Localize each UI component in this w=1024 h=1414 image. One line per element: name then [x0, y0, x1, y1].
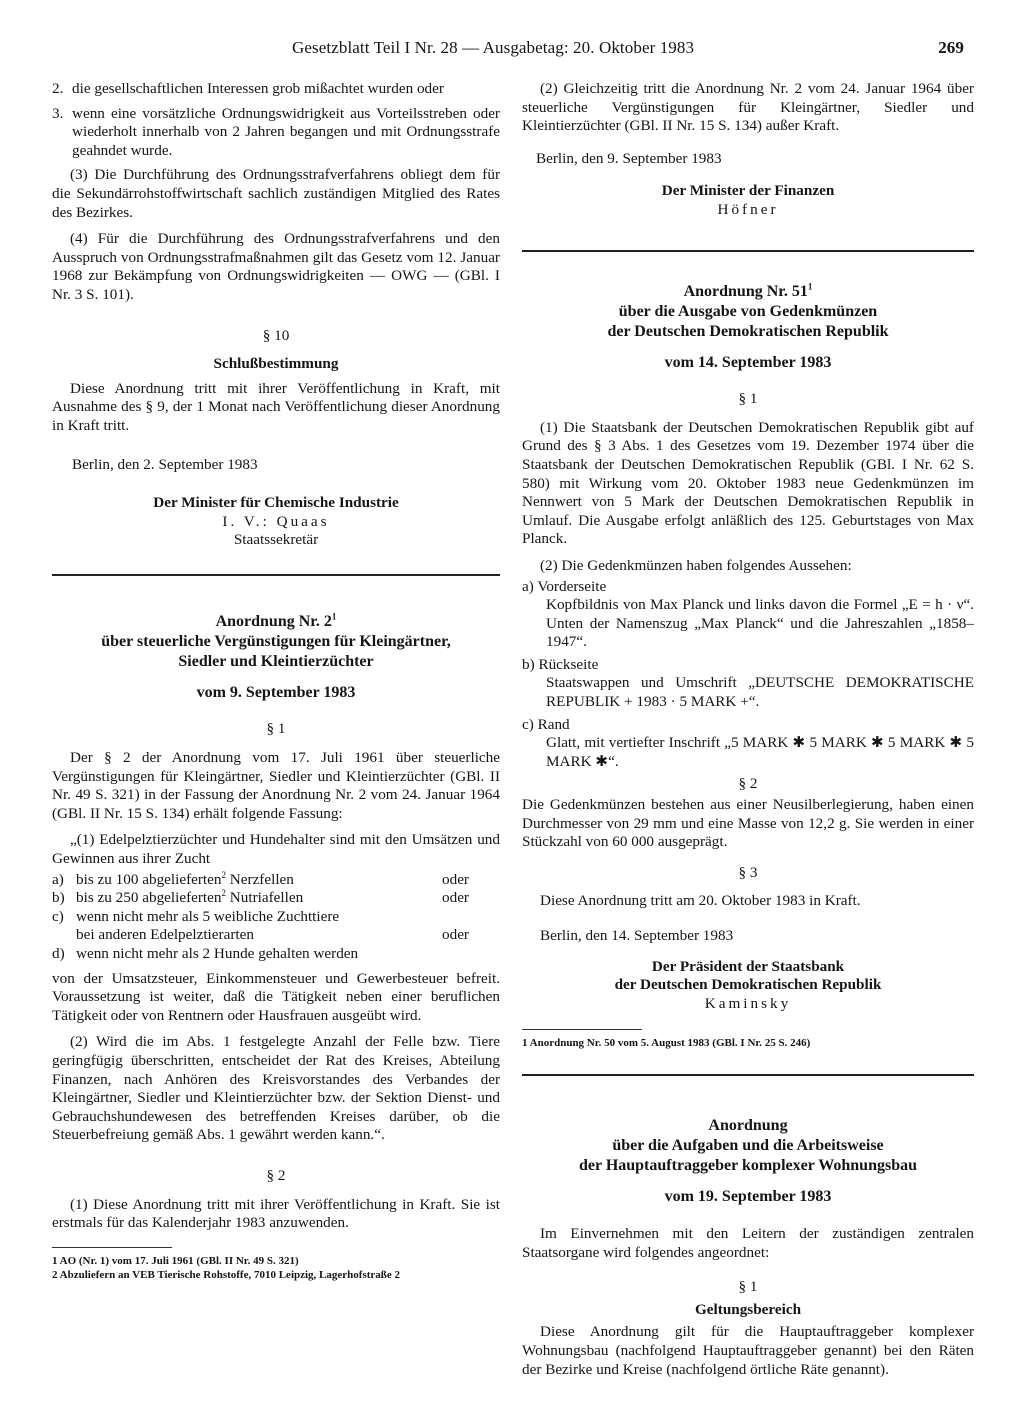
- place-date: Berlin, den 9. September 1983: [536, 149, 722, 167]
- ordinance-title: über die Ausgabe von Gedenkmünzen: [618, 302, 878, 320]
- footnote: 1 Anordnung Nr. 50 vom 5. August 1983 (GBl. I Nr. 25 S. 246): [522, 1037, 811, 1050]
- signatory-role: Der Minister der Finanzen: [661, 182, 835, 200]
- paragraph: (4) Für die Durchführung des Ordnungsstrafverfahrens und den Ausspruch von Ordnungsstrafmaßnahmen gilt das Gesetz vom 12. Januar 1968 zur Bekämpfung von Ordnungswidrigkeiten — OWG — (GBl. I Nr. 3 S. 101).: [52, 230, 500, 303]
- section-number: § 2: [738, 775, 758, 793]
- ordinance-date: vom 19. September 1983: [664, 1188, 832, 1206]
- ordinance-date: vom 9. September 1983: [196, 683, 356, 701]
- paragraph: Diese Anordnung gilt für die Hauptauftraggeber komplexer Wohnungsbau (nachfolgend Hauptauftraggeber genannt) bei den Räten der Bezirke und Kreise (nachfolgend örtliche Räte genannt).: [522, 1323, 974, 1378]
- paragraph: (2) Wird die im Abs. 1 festgelegte Anzahl der Felle bzw. Tiere geringfügig überschritten, entscheidet der Rat des Kreises, Abteilung Finanzen, nach Anhören des Kreisvorstandes des Verbandes der Kleingärtner, Siedler und Kleintierzüchter bzw. der Sektion Dienst- und Gebrauchshundewesen des betreffenden Kreises darüber, ob die Steuerbefreiung gemäß Abs. 1 gewährt werden kann.“.: [52, 1033, 500, 1144]
- list-item: c) wenn nicht mehr als 5 weibliche Zuchttiere bei anderen Edelpelztierarten oder: [52, 907, 469, 944]
- list-text: Glatt, mit vertiefter Inschrift „5 MARK ✱ 5 MARK ✱ 5 MARK ✱ 5 MARK ✱“.: [546, 734, 974, 770]
- list-item: d) wenn nicht mehr als 2 Hunde gehalten werden: [52, 945, 500, 964]
- paragraph: Die Gedenkmünzen bestehen aus einer Neusilberlegierung, haben einen Durchmesser von 29 mm und eine Masse von 12,2 g. Sie werden in einer Stückzahl von 60 000 ausgeprägt.: [522, 796, 974, 851]
- section-number: § 1: [738, 1278, 758, 1296]
- paragraph: „(1) Edelpelztierzüchter und Hundehalter sind mit den Umsätzen und Gewinnen aus ihrer Zucht: [52, 831, 500, 868]
- ordinance-title: der Hauptauftraggeber komplexer Wohnungsbau: [579, 1157, 917, 1175]
- footnote: 2 Abzuliefern an VEB Tierische Rohstoffe, 7010 Leipzig, Lagerhofstraße 2: [52, 1268, 401, 1281]
- paragraph: Diese Anordnung tritt mit ihrer Veröffentlichung in Kraft, mit Ausnahme des § 9, der 1 Monat nach Veröffentlichung dieser Anordnung in Kraft tritt.: [52, 379, 500, 434]
- ordinance-title: Anordnung Nr. $51^1$: [683, 281, 813, 300]
- list-number: 3.: [52, 104, 64, 122]
- signatory-role: der Deutschen Demokratischen Republik: [614, 976, 882, 994]
- gazette-header-title: Gesetzblatt Teil I Nr. 28 — Ausgabetag: 20. Oktober 1983: [292, 38, 695, 57]
- paragraph: (2) Die Gedenkmünzen haben folgendes Aussehen:: [540, 556, 852, 574]
- footnote-divider: [522, 1029, 642, 1030]
- paragraph: Diese Anordnung tritt am 20. Oktober 1983 in Kraft.: [540, 892, 861, 910]
- list-item: [522, 578, 974, 652]
- right-column: [522, 80, 974, 1387]
- section-number: § 3: [738, 863, 758, 881]
- footnote-divider: [52, 1247, 172, 1248]
- paragraph: (3) Die Durchführung des Ordnungsstrafverfahrens obliegt dem für die Sekundärrohstoffwirtschaft sachlich zuständigen Mitglied des Rates des Bezirkes.: [52, 166, 500, 221]
- ordinance-title: Anordnung Nr. $2^1$: [215, 611, 337, 630]
- paragraph: von der Umsatzsteuer, Einkommensteuer und Gewerbesteuer befreit. Voraussetzung ist weiter, daß die Tätigkeit neben einer beruflichen Tätigkeit oder von Rentnern oder Hausfrauen ausgeübt wird.: [52, 969, 500, 1024]
- list-item: [52, 80, 500, 99]
- signatory-role: Der Minister für Chemische Industrie: [153, 494, 399, 512]
- ordinance-title: Anordnung: [708, 1117, 788, 1135]
- section-title: Schlußbestimmung: [213, 355, 339, 373]
- list-text: bis zu 100 abgelieferten$^2$ Nerzfellen: [76, 869, 294, 888]
- section-number: § 1: [738, 390, 758, 408]
- list-text: wenn nicht mehr als 5 weibliche Zuchttiere bei anderen Edelpelztierarten: [76, 907, 340, 944]
- paragraph: Der § 2 der Anordnung vom 17. Juli 1961 über steuerliche Vergünstigungen für Kleingärtner, Siedler und Kleintierzüchter (GBl. II Nr. 49 S. 321) in der Fassung der Anordnung Nr. 2 vom 24. Januar 1964 (GBl. II Nr. 15 S. 134) erhält folgende Fassung:: [52, 749, 500, 822]
- page-header: [292, 38, 964, 60]
- page-number: 269: [938, 38, 964, 57]
- section-number: § 10: [262, 326, 290, 344]
- list-text: die gesellschaftlichen Interessen grob mißachtet wurden oder: [72, 80, 444, 97]
- place-date: Berlin, den 2. September 1983: [72, 455, 258, 473]
- left-column: [52, 80, 500, 1282]
- signatory-name: Höfner: [717, 200, 779, 218]
- ordinance-title: der Deutschen Demokratischen Republik: [607, 322, 889, 340]
- ordinance-title: über die Aufgaben und die Arbeitsweise: [612, 1137, 884, 1155]
- list-label: b) Rückseite: [522, 655, 599, 673]
- list-text: Staatswappen und Umschrift „DEUTSCHE DEMOKRATISCHE REPUBLIK + 1983 · 5 MARK +“.: [546, 674, 974, 711]
- list-text: Kopfbildnis von Max Planck und links davon die Formel „E = h · ν“. Unten der Namenszug „Max Planck“ und die Jahreszahlen „1858–1947“.: [546, 596, 974, 651]
- signatory-name: I. V.: Quaas: [222, 512, 330, 530]
- paragraph: (1) Die Staatsbank der Deutschen Demokratischen Republik gibt auf Grund des § 3 Abs. 1 des Gesetzes vom 19. Dezember 1974 über die Staatsbank der Deutschen Demokratischen Republik (GBl. I Nr. 62 S. 580) mit Wirkung vom 20. Oktober 1983 neue Gedenkmünzen im Nennwert von 5 Mark der Deutschen Demokratischen Republik in Umlauf. Die Ausgabe erfolgt anläßlich des 125. Geburtstages von Max Planck.: [522, 418, 974, 548]
- paragraph: (2) Gleichzeitig tritt die Anordnung Nr. 2 vom 24. Januar 1964 über steuerliche Vergünstigungen für Kleingärtner, Siedler und Kleintierzüchter (GBl. II Nr. 15 S. 134) außer Kraft.: [522, 80, 974, 135]
- divider: [52, 574, 500, 576]
- list-number: 2.: [52, 80, 64, 97]
- ordinance-date: vom 14. September 1983: [664, 353, 832, 371]
- section-title: Geltungsbereich: [694, 1300, 802, 1318]
- ordinance-title: Siedler und Kleintierzüchter: [178, 652, 374, 670]
- place-date: Berlin, den 14. September 1983: [540, 927, 734, 944]
- paragraph: (1) Diese Anordnung tritt mit ihrer Veröffentlichung in Kraft. Sie ist erstmals für das Kalenderjahr 1983 anzuwenden.: [52, 1195, 500, 1232]
- list-item: [522, 716, 974, 772]
- list-item: b) bis zu 250 abgelieferten$^2$ Nutriafellen oder: [52, 888, 469, 907]
- divider: [522, 250, 974, 252]
- list-label: a) Vorderseite: [522, 577, 607, 595]
- divider: [522, 1074, 974, 1076]
- list-text: bis zu 250 abgelieferten$^2$ Nutriafellen: [76, 888, 304, 907]
- ordinance-title: über steuerliche Vergünstigungen für Kleingärtner,: [101, 632, 451, 650]
- list-item: a) bis zu 100 abgelieferten$^2$ Nerzfellen oder: [52, 869, 469, 888]
- list-item: [522, 656, 974, 712]
- list-text: wenn eine vorsätzliche Ordnungswidrigkeit aus Vorteilsstreben oder wiederholt innerhalb von 2 Jahren begangen und mit Ordnungsstrafe geahndet wurde.: [72, 104, 500, 159]
- signatory-title: Staatssekretär: [233, 531, 319, 549]
- list-item: [52, 105, 500, 161]
- signatory-role: Der Präsident der Staatsbank: [651, 957, 845, 975]
- section-number: § 2: [266, 1166, 286, 1184]
- list-text: wenn nicht mehr als 2 Hunde gehalten werden: [76, 945, 359, 962]
- signatory-name: Kaminsky: [704, 994, 792, 1012]
- list-label: c) Rand: [522, 715, 570, 733]
- section-number: § 1: [266, 720, 286, 738]
- paragraph: Im Einvernehmen mit den Leitern der zuständigen zentralen Staatsorgane wird folgendes angeordnet:: [522, 1224, 974, 1261]
- footnote: 1 AO (Nr. 1) vom 17. Juli 1961 (GBl. II Nr. 49 S. 321): [52, 1254, 299, 1267]
